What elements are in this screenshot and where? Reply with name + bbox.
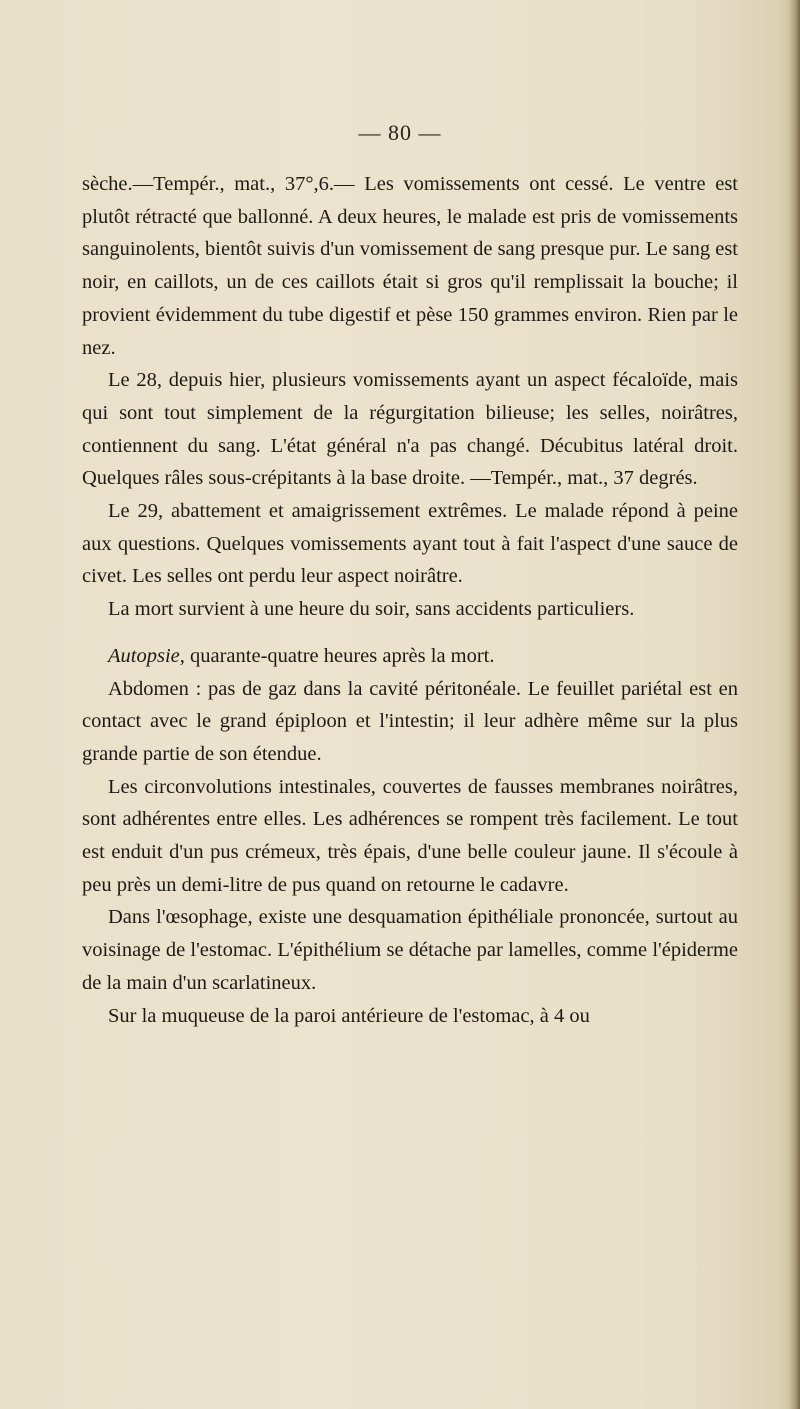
page-number: — 80 —	[358, 120, 442, 145]
page-edge-shadow	[788, 0, 800, 1409]
autopsy-heading: Autopsie,	[108, 644, 185, 667]
paragraph-oesophage: Dans l'œsophage, existe une desquamation épithéliale prononcée, surtout au voisinage de l'estomac. L'épithélium se détache par lamelles, comme l'épiderme de la main d'un scarlatineux.	[82, 906, 738, 994]
paragraph-2: Le 28, depuis hier, plusieurs vomissements ayant un aspect fécaloïde, mais qui sont tout simplement de la régurgitation bilieuse; les selles, noirâtres, contiennent du sang. L'état général n'a pas changé. Décubitus latéral droit. Quelques râles sous-crépitants à la base droite. —Tempér., mat., 37 degrés.	[82, 369, 738, 490]
paragraph-abdomen: Abdomen : pas de gaz dans la cavité péritonéale. Le feuillet pariétal est en contact avec le grand épiploon et l'intestin; il leur adhère même sur la plus grande partie de son étendue.	[82, 677, 738, 765]
paragraph-3: Le 29, abattement et amaigrissement extrêmes. Le malade répond à peine aux questions. Quelques vomissements ayant tout à fait l'aspect d'une sauce de civet. Les selles ont perdu leur aspect noirâtre.	[82, 500, 738, 588]
paragraph-autopsy	[82, 640, 738, 673]
paragraph-circonvolutions: Les circonvolutions intestinales, couvertes de fausses membranes noirâtres, sont adhérentes entre elles. Les adhérences se rompent très facilement. Le tout est enduit d'un pus crémeux, très épais, d'une belle couleur jaune. Il s'écoule à peu près un demi-litre de pus quand on retourne le cadavre.	[82, 775, 738, 896]
paragraph-muqueuse: Sur la muqueuse de la paroi antérieure de l'estomac, à 4 ou	[108, 1004, 590, 1027]
paragraph-1: sèche.—Tempér., mat., 37°,6.— Les vomissements ont cessé. Le ventre est plutôt rétracté que ballonné. A deux heures, le malade est pris de vomissements sanguinolents, bientôt suivis d'un vomissement de sang presque pur. Le sang est noir, en caillots, un de ces caillots était si gros qu'il remplissait la bouche; il provient évidemment du tube digestif et pèse 150 grammes environ. Rien par le nez.	[82, 173, 738, 359]
body-text	[82, 168, 738, 1032]
autopsy-text: quarante-quatre heures après la mort.	[184, 644, 495, 667]
paragraph-4: La mort survient à une heure du soir, sans accidents particuliers.	[108, 598, 635, 621]
